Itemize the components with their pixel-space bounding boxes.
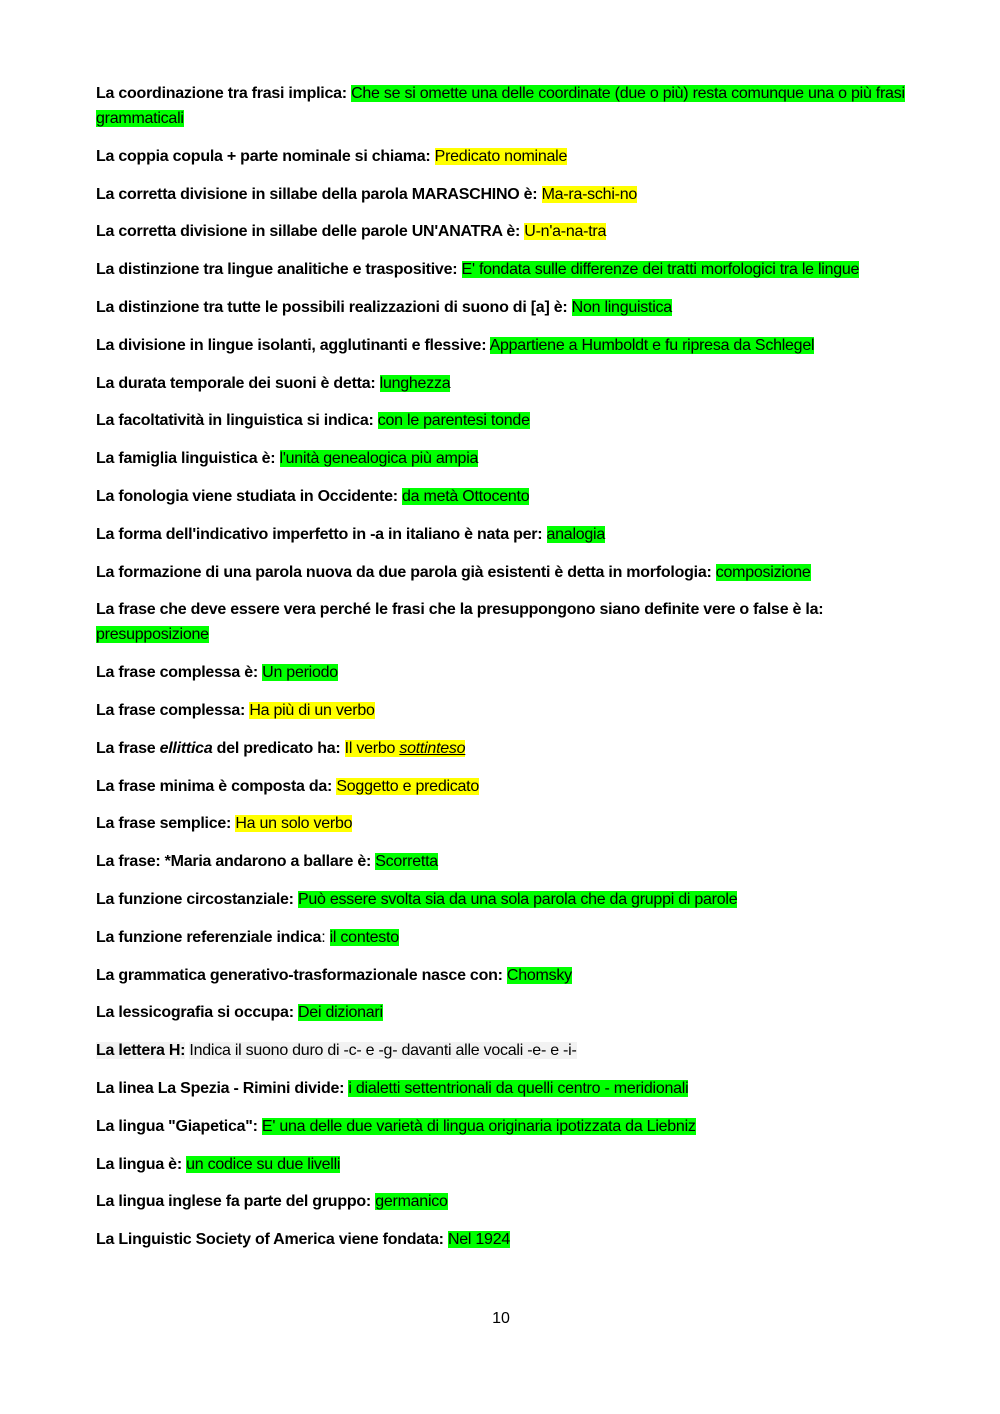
- answer: Può essere svolta sia da una sola parola che da gruppi di parole: [297, 890, 738, 908]
- qa-entry: [96, 219, 908, 244]
- answer-prefix: Il verbo: [344, 739, 396, 757]
- answer: da metà Ottocento: [402, 487, 530, 505]
- qa-entry: [96, 484, 908, 509]
- question: La lingua inglese fa parte del gruppo:: [96, 1193, 371, 1211]
- question: La funzione circostanziale:: [96, 890, 294, 908]
- qa-entry: [96, 849, 908, 874]
- question: La corretta divisione in sillabe delle parole UN'ANATRA è:: [96, 223, 521, 241]
- qa-entry: [96, 597, 908, 647]
- answer: Chomsky: [506, 966, 572, 984]
- answer: Nel 1924: [447, 1231, 510, 1249]
- qa-entry: [96, 371, 908, 396]
- question: [96, 740, 340, 757]
- qa-entry: [96, 560, 908, 585]
- question: La coordinazione tra frasi implica:: [96, 85, 347, 102]
- answer: analogia: [546, 525, 605, 543]
- answer: un codice su due livelli: [186, 1155, 341, 1173]
- answer: Dei dizionari: [297, 1004, 383, 1022]
- question: La frase complessa:: [96, 701, 246, 719]
- qa-entry: [96, 1076, 908, 1101]
- qa-entry: [96, 1189, 908, 1214]
- qa-entry: [96, 522, 908, 547]
- answer: Appartiene a Humboldt e fu ripresa da Schlegel: [489, 336, 815, 354]
- qa-entry: [96, 887, 908, 912]
- qa-entry: [96, 1152, 908, 1177]
- answer: presupposizione: [96, 626, 209, 644]
- question: La Linguistic Society of America viene fondata:: [96, 1231, 444, 1249]
- answer: Scorretta: [375, 853, 438, 871]
- question: La frase che deve essere vera perché le frasi che la presuppongono siano definite vere o false è la:: [96, 601, 824, 619]
- answer: composizione: [715, 563, 811, 581]
- qa-entry: [96, 408, 908, 433]
- answer: il contesto: [329, 928, 399, 946]
- qa-entry: [96, 144, 908, 169]
- answer: Un periodo: [262, 664, 338, 682]
- question-suffix: del predicato ha:: [216, 739, 341, 757]
- question: La fonologia viene studiata in Occidente:: [96, 487, 398, 505]
- qa-entry: [96, 81, 908, 131]
- answer: Ma-ra-schi-no: [541, 185, 637, 203]
- answer: germanico: [375, 1193, 448, 1211]
- question: La funzione referenziale indica: [96, 928, 322, 946]
- qa-entry: [96, 1038, 908, 1063]
- question: La forma dell'indicativo imperfetto in -a in italiano è nata per:: [96, 525, 543, 543]
- answer: [345, 740, 466, 757]
- answer: lunghezza: [379, 374, 451, 392]
- qa-entry: [96, 811, 908, 836]
- qa-entry: [96, 774, 908, 799]
- answer-underlined-term: sottinteso: [399, 739, 466, 757]
- qa-entry: [96, 257, 908, 282]
- qa-entry: [96, 446, 908, 471]
- qa-entry: [96, 736, 908, 761]
- answer: U-n'a-na-tra: [524, 223, 607, 241]
- question: La facoltatività in linguistica si indica:: [96, 412, 374, 430]
- question: La lingua "Giapetica":: [96, 1117, 258, 1135]
- qa-entry: [96, 295, 908, 320]
- question: La coppia copula + parte nominale si chiama:: [96, 147, 431, 165]
- answer: con le parentesi tonde: [377, 412, 530, 430]
- answer: l'unità genealogica più ampia: [279, 450, 479, 468]
- qa-entry: [96, 1227, 908, 1252]
- question: La frase complessa è:: [96, 664, 258, 682]
- qa-entry: [96, 925, 908, 950]
- answer: Predicato nominale: [434, 147, 568, 165]
- question: La frase: *Maria andarono a ballare è:: [96, 853, 372, 871]
- answer: Ha un solo verbo: [235, 815, 353, 833]
- qa-entry: [96, 698, 908, 723]
- question: La famiglia linguistica è:: [96, 450, 276, 468]
- question-prefix: La frase: [96, 739, 156, 757]
- question: La lessicografia si occupa:: [96, 1004, 294, 1022]
- qa-entry: [96, 660, 908, 685]
- qa-list: [96, 81, 908, 1265]
- question: La linea La Spezia - Rimini divide:: [96, 1079, 345, 1097]
- answer: Che se si omette una delle coordinate (due o più) resta comunque una o più frasi grammaticali: [96, 85, 905, 127]
- question: La formazione di una parola nuova da due parola già esistenti è detta in morfologia:: [96, 563, 712, 581]
- qa-entry: [96, 182, 908, 207]
- question: La lingua è:: [96, 1155, 182, 1173]
- question: La frase semplice:: [96, 815, 232, 833]
- question: La distinzione tra tutte le possibili realizzazioni di suono di [a] è:: [96, 298, 568, 316]
- answer: Soggetto e predicato: [336, 777, 480, 795]
- answer: Ha più di un verbo: [249, 701, 375, 719]
- question-italic-term: ellittica: [159, 739, 213, 757]
- answer: Indica il suono duro di -c- e -g- davanti alle vocali -e- e -i-: [189, 1042, 577, 1060]
- qa-entry: [96, 333, 908, 358]
- question: La durata temporale dei suoni è detta:: [96, 374, 376, 392]
- answer: E' fondata sulle differenze dei tratti morfologici tra le lingue: [461, 261, 860, 279]
- page-number: 10: [492, 1310, 510, 1327]
- answer: i dialetti settentrionali da quelli centro - meridionali: [348, 1079, 689, 1097]
- question-colon: :: [321, 928, 326, 946]
- qa-entry: [96, 963, 908, 988]
- question: La lettera H:: [96, 1042, 186, 1060]
- qa-entry: [96, 1000, 908, 1025]
- question: La distinzione tra lingue analitiche e traspositive:: [96, 261, 458, 279]
- question: La divisione in lingue isolanti, agglutinanti e flessive:: [96, 336, 487, 354]
- answer: Non linguistica: [571, 298, 672, 316]
- qa-entry: [96, 1114, 908, 1139]
- question: La grammatica generativo-trasformazionale nasce con:: [96, 966, 503, 984]
- question: La frase minima è composta da:: [96, 777, 333, 795]
- answer: E' una delle due varietà di lingua originaria ipotizzata da Liebniz: [261, 1117, 696, 1135]
- question: La corretta divisione in sillabe della parola MARASCHINO è:: [96, 185, 538, 203]
